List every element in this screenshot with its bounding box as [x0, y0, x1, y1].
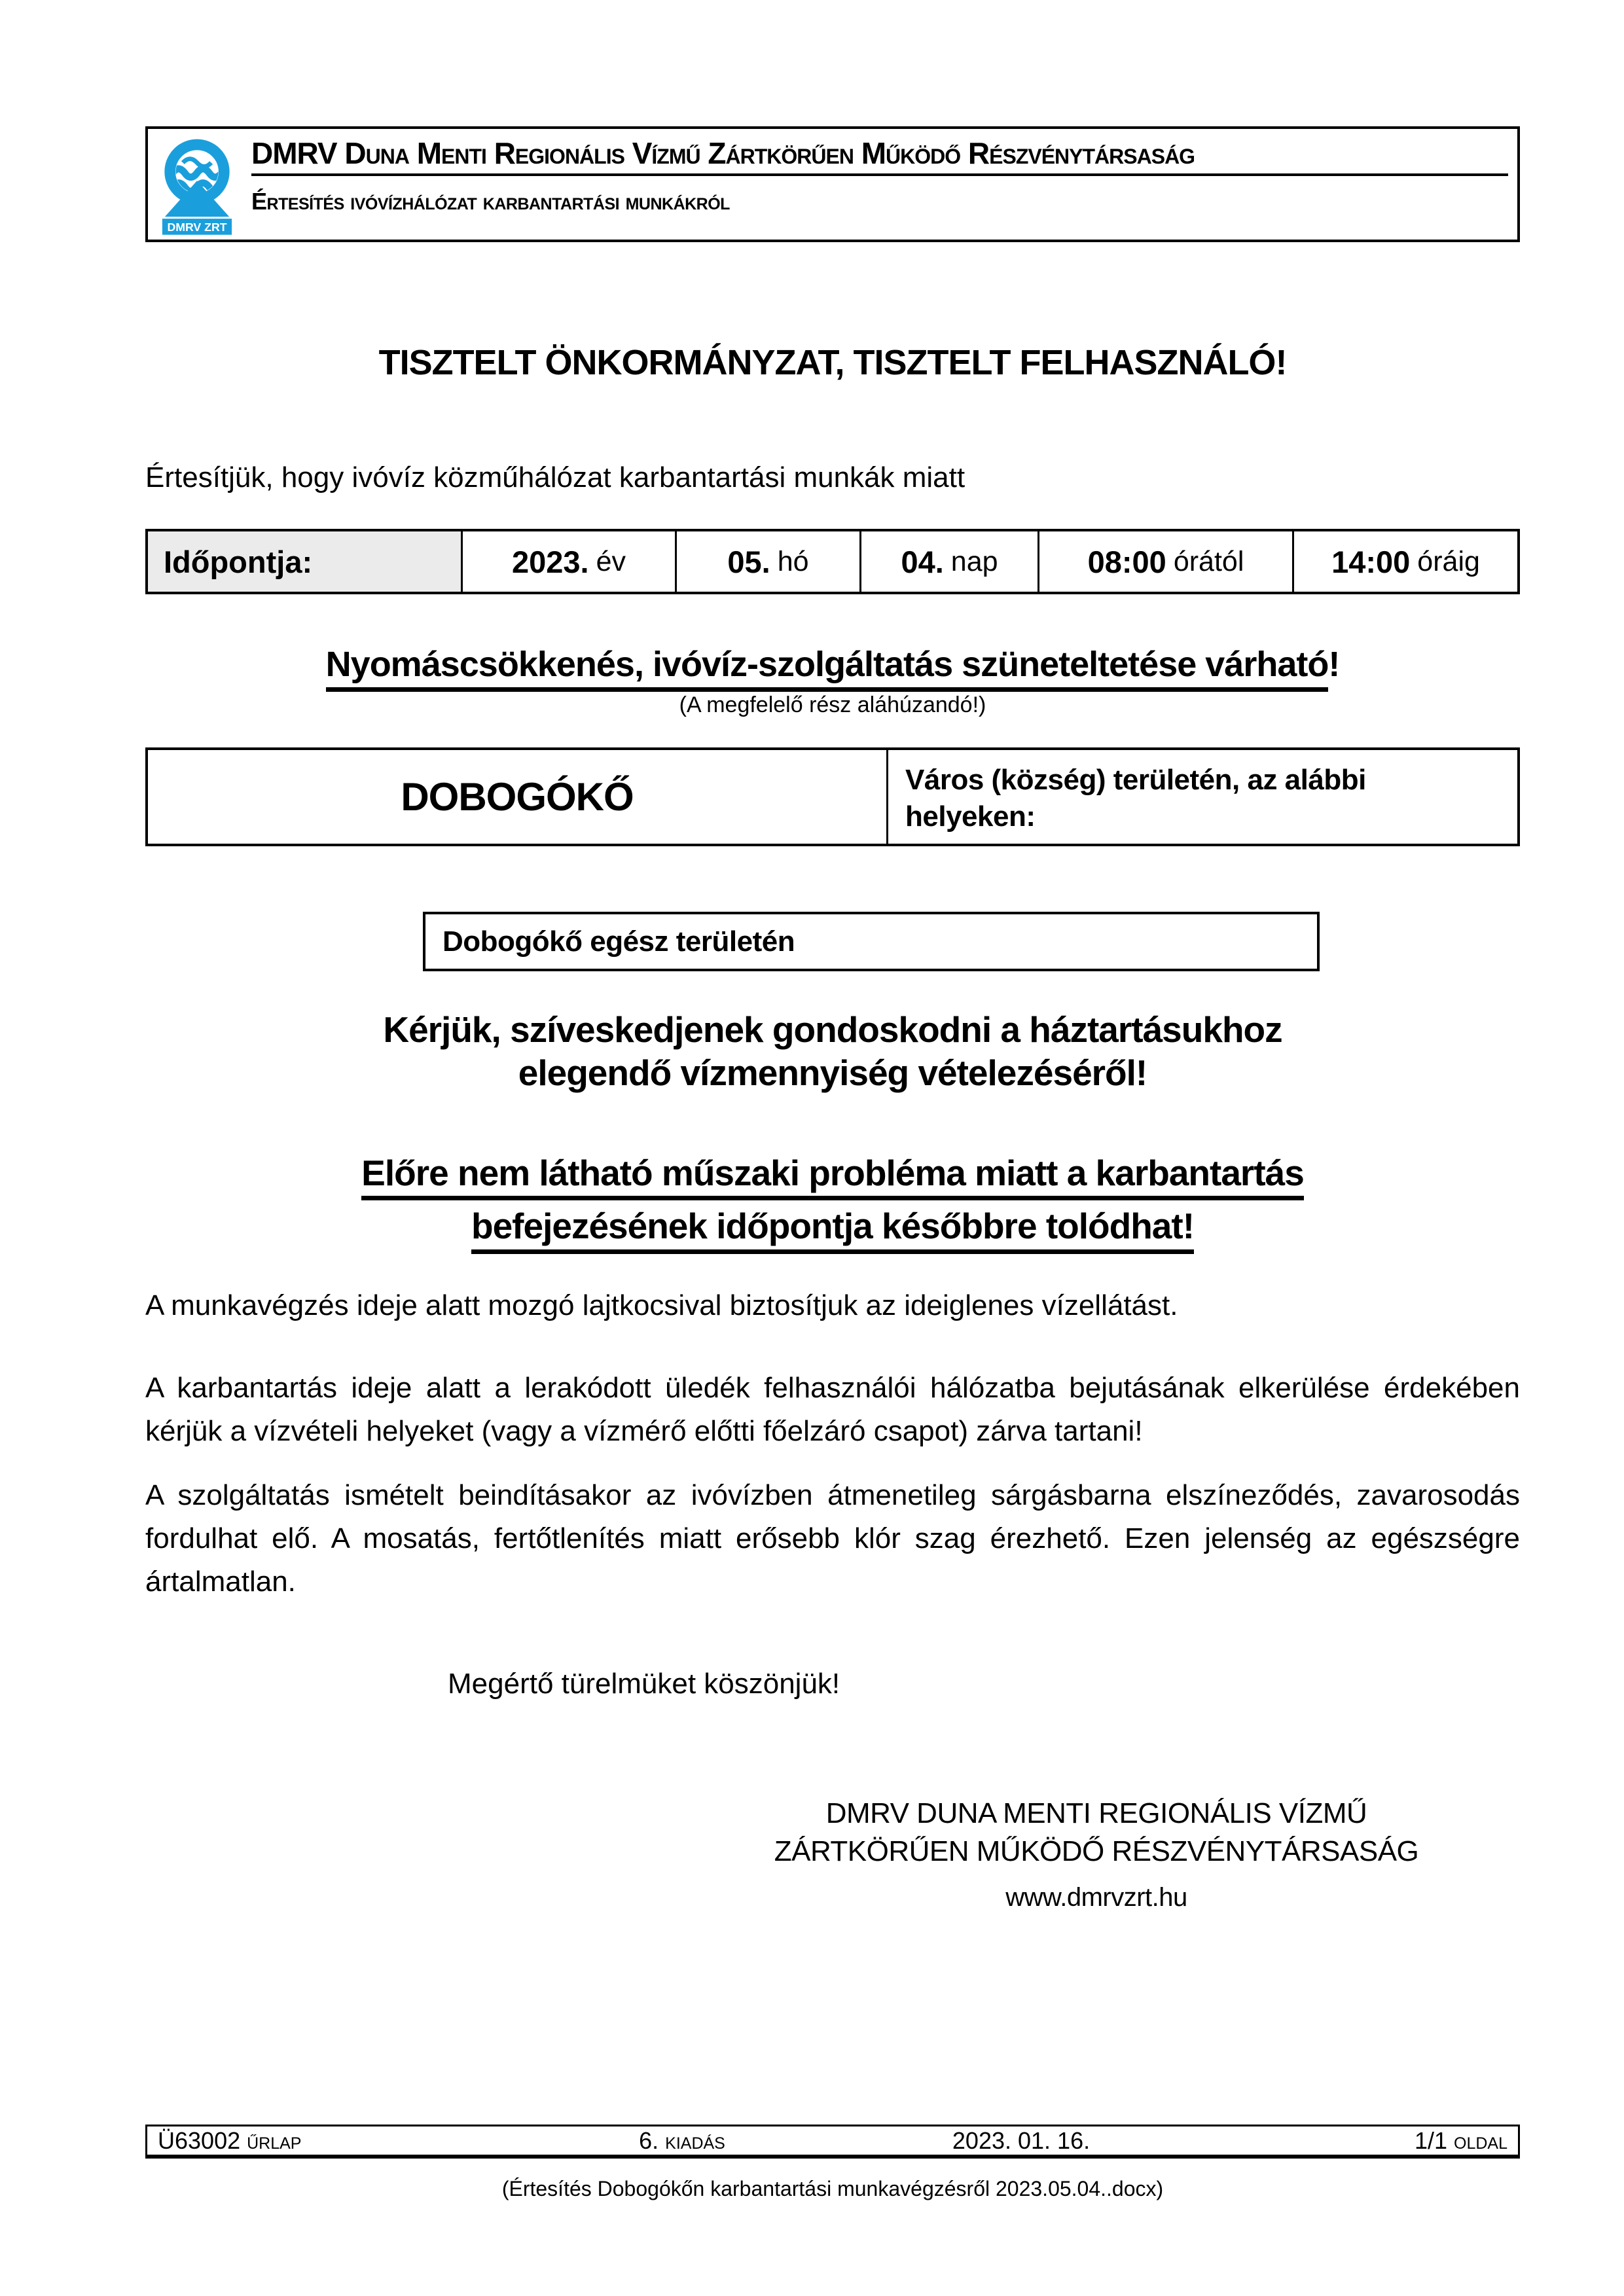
water-logo-icon [158, 133, 236, 236]
body-paragraph-2: A karbantartás ideje alatt a lerakódott üledék felhasználói hálózatba bejutásának elkerülése érdekében kérjük a vízvételi helyeket (vagy a vízmérő előtti főelzáró csapot) zárva tartani! [145, 1372, 1520, 1447]
area-label: Város (község) területén, az alábbi helyeken: [886, 750, 1517, 844]
letterhead [145, 126, 1520, 242]
dmrv-logo-caption: DMRV ZRT [167, 220, 227, 234]
footer-form-code: Ü63002 űrlap [158, 2126, 302, 2154]
day-value: 04. [901, 544, 944, 579]
schedule-day-cell [859, 531, 1038, 592]
warning-heading [145, 644, 1520, 685]
thanks-line: Megértő türelmüket köszönjük! [448, 1668, 840, 1700]
month-value: 05. [727, 544, 770, 579]
warning-underlined-text: Nyomáscsökkenés, ivóvíz-szolgáltatás szüneteltetése várható [326, 645, 1329, 692]
schedule-table [145, 529, 1520, 594]
location-table [145, 747, 1520, 846]
footer-page-number: 1/1 oldal [1414, 2126, 1507, 2154]
municipality-name: DOBOGÓKŐ [401, 775, 634, 819]
schedule-to-cell [1292, 531, 1517, 592]
dmrv-logo [148, 129, 246, 240]
month-unit: hó [777, 545, 809, 577]
from-time-value: 08:00 [1087, 544, 1166, 579]
footer-table [145, 2125, 1520, 2159]
year-unit: év [596, 545, 626, 577]
document-type-title: Értesítés ivóvízhálózat karbantartási munkákról [251, 188, 730, 215]
signature-company-line-1: DMRV DUNA MENTI REGIONÁLIS VÍZMŰ [825, 1797, 1367, 1829]
intro-paragraph: Értesítjük, hogy ivóvíz közműhálózat karbantartási munkák miatt [145, 461, 965, 493]
delay-line-1: Előre nem látható műszaki probléma miatt a karbantartás [361, 1153, 1304, 1200]
to-time-value: 14:00 [1331, 544, 1411, 579]
schedule-month-cell [675, 531, 859, 592]
body-paragraph-1: A munkavégzés ideje alatt mozgó lajtkocsival biztosítjuk az ideiglenes vízellátást. [145, 1289, 1178, 1321]
company-website: www.dmrvzrt.hu [1005, 1883, 1187, 1912]
salutation-heading: TISZTELT ÖNKORMÁNYZAT, TISZTELT FELHASZNÁLÓ! [378, 343, 1287, 382]
signature-company-line-2: ZÁRTKÖRŰEN MŰKÖDŐ RÉSZVÉNYTÁRSASÁG [774, 1835, 1419, 1867]
body-paragraph-3: A szolgáltatás ismételt beindításakor az ivóvízben átmenetileg sárgásbarna elszíneződés, zavarosodás fordulhat elő. A mosatás, fertőtlenítés miatt erősebb klór szag érezhető. Ezen jelenség az egészségre ártalmatlan. [145, 1479, 1520, 1598]
schedule-label: Időpontja: [148, 531, 461, 592]
request-line-2: elegendő vízmennyiség vételezéséről! [518, 1052, 1147, 1093]
footer-edition: 6. kiadás [639, 2126, 725, 2154]
company-name: DMRV Duna Menti Regionális Vízmű Zártkörűen Működő Részvénytársaság [251, 133, 1508, 176]
year-value: 2023. [511, 544, 589, 579]
request-line-1: Kérjük, szíveskedjenek gondoskodni a háztartásukhoz [383, 1009, 1282, 1050]
request-heading [145, 1008, 1520, 1094]
affected-area-box: Dobogókő egész területén [423, 912, 1320, 971]
signature-block [713, 1795, 1479, 1916]
footer-date: 2023. 01. 16. [952, 2126, 1091, 2154]
from-time-unit: órától [1173, 545, 1244, 577]
warning-suffix: ! [1328, 645, 1340, 684]
letterhead-text [246, 129, 1517, 240]
to-time-unit: óráig [1417, 545, 1480, 577]
delay-warning-heading [145, 1147, 1520, 1254]
schedule-from-cell [1038, 531, 1292, 592]
file-name-caption: (Értesítés Dobogókőn karbantartási munkavégzésről 2023.05.04..docx) [501, 2177, 1164, 2200]
delay-line-2: befejezésének időpontja későbbre tolódhat! [471, 1206, 1194, 1253]
schedule-year-cell [461, 531, 675, 592]
underline-note: (A megfelelő rész aláhúzandó!) [679, 692, 986, 717]
day-unit: nap [950, 545, 998, 577]
